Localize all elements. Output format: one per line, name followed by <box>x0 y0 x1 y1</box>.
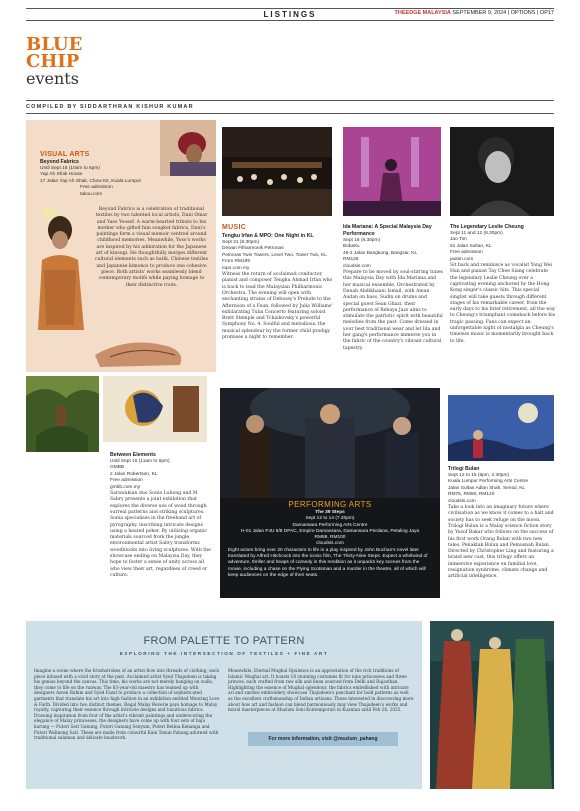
visual-arts-address: 17 Jalan Yap Ah Shak, Chow Kit, Kuala Lumpur <box>40 178 142 184</box>
ida-venue: BobaKL <box>343 244 361 250</box>
visual-arts-info <box>40 159 160 198</box>
leslie-info <box>450 224 556 345</box>
music-price: From RM199 <box>222 259 250 265</box>
performing-body: Eight actors bring over 20 characters to life in a play inspired by John Buchan's novel later translated by Alfred Hitchcock into the iconic film, The Thirty-Nine Steps. Expect a whirlwind of adventure, thriller and heaps of comedy in this rendition as it unpacks key scenes from the movie, including a chase on the Flying Scotsman and a murder in the theatre, all of which will keep audiences on the edge of their seats. <box>228 547 428 578</box>
trilogi-website[interactable]: cloudsis.com <box>448 498 476 504</box>
issue-date-page: SEPTEMBER 9, 2024 | OPTIONS | OP17 <box>452 10 554 16</box>
between-info <box>110 452 212 579</box>
between-website[interactable]: gmbb.com.my <box>110 484 141 490</box>
compiled-rule-bottom <box>26 113 554 114</box>
section-label: LISTINGS <box>263 10 317 19</box>
between-price: Free admission <box>110 478 143 484</box>
ida-body: Prepare to be moved by soul-stirring tunes this Malaysia Day with Ida Mariana and her musical ensemble. Orchestrated by Danah Abdikhaani Ismail, with Aman Audan on bass, Sudin on drums and special guest Sean Ghazi, their performance of Rebaya Jazz aims to stimulate the patriotic spirit with beautiful melodies from the past. Come dressed in your best traditional wear and let Ida and her gang's performance immerse you in the fabric of the country's vibrant cultural tapestry. <box>343 270 443 351</box>
performing-price: RM88, RM100 <box>314 535 346 541</box>
ida-info <box>343 224 443 352</box>
performing-address: H-01 Jalan PJU 8/8 DPAC, Empire Damansara, Damansara Perdana, Petaling Jaya <box>240 528 420 534</box>
music-venue: Dewan Filharmonik Petronas <box>222 246 284 252</box>
palette-col-2: Meanwhile, Eternal Mughal Opulence is an appreciation of the rich traditions of Islamic Mughal art. It boasts 18 stunning costumes fit for nine princesses and three princes, each crafted from raw silk and linen sourced from Delhi and Rajasthan. Highlighting the essence of Mughal splendour, the fabrics embellished with intricate ari and zardosi embroidery showcase Thajudeen's penchant for bold patterns as well as the excellent craftsmanship of Indian artisans. Those interested in discovering more about how art and fashion can blend harmoniously may view Thajudeen's works and mural masterpieces at Muzium Seni Kontemporari in Kuantan until Feb 28, 2025. <box>228 668 414 713</box>
visual-arts-event-title: Beyond Fabrics <box>40 159 79 165</box>
trilogi-event-title: Trilogi Bulan <box>448 466 480 472</box>
palette-photo-garments <box>430 621 554 789</box>
header-rule <box>26 20 554 21</box>
music-photo <box>222 127 332 216</box>
visual-arts-price: Free admission <box>80 185 113 191</box>
between-event-title: Between Elements <box>110 452 156 458</box>
leslie-address: 61 Jalan Sultan, KL <box>450 243 492 249</box>
music-label: MUSIC <box>222 224 247 231</box>
visual-arts-painting <box>30 200 90 370</box>
trilogi-photo <box>448 395 554 461</box>
performing-event-title: The 39 Steps <box>315 510 345 515</box>
ida-website[interactable]: cloudsis.com <box>343 263 371 269</box>
performing-dates: Sept 12 to 14 (7.30pm) <box>305 516 355 522</box>
performing-website[interactable]: cloudsis.com <box>316 541 344 547</box>
ida-price: RM125 <box>343 257 359 263</box>
publication-name: THEEDGE MALAYSIA <box>394 10 451 16</box>
leslie-website[interactable]: jaotim.com <box>450 256 474 262</box>
leslie-photo <box>450 127 554 216</box>
trilogi-address: Jalan Sultan Adlan Shah, Sentul, KL <box>448 485 526 491</box>
leslie-body: Sit back and reminisce as vocalist Yang Wei Han and pianist Tay Chee Siang celebrate the legendary Leslie Cheung over a captivating evening anchored by the Hong Kong singer's classic hits. This special singlist will take guests through different stages of his remarkable career, from the early days to his brief retirement, all the way to Cheung's triumphant comeback before his tragic passing. Fans can expect an unforgettable night of nostalgia as Cheung's timeless music is momentarily brought back to life. <box>450 263 556 344</box>
between-body: Sarawakian duo Sonia Luhong and M Sabry presents a joint exhibition that explores the diverse use of wood through surreal patterns and striking sculptures. Sonia specialises in the freehand art of pyrography, inscribing intricate designs using a heated poker. By utilising organic materials sourced from the jungle, environmental artist Sabry transforms woodblocks into living sculptures. With the showcase ending on Malaysia Day, they hope to foster a sense of unity across all who view their art, regardless of creed or culture. <box>110 491 211 578</box>
ida-dates: Sept 16 (8.30pm) <box>343 238 381 243</box>
trilogi-info <box>448 466 554 581</box>
music-body: Witness the return of acclaimed conductor, pianist and composer Tengku Ahmad Irfan who is back to lead the Malaysian Philharmonic Orchestra. The evening will open with enchanting strains of Debussy's Prelude to the Afternoon of a Faun, followed by Julia Williams' exhilarating Tuba Concerto featuring soloist Brett Stemple and Tchaikovsky's powerful Symphony No. 4. Soulful and melodious, the musical splendour by the former child prodigy promises a night to remember. <box>222 272 333 340</box>
leslie-price: Free admission <box>450 250 483 256</box>
title-line-3: events <box>26 69 79 88</box>
music-website[interactable]: mpo.com.my <box>222 265 250 271</box>
performing-label: PERFORMING ARTS <box>288 500 372 509</box>
performing-venue: Damansara Performing Arts Centre <box>292 522 368 528</box>
music-event-title: Tengku Irfan & MPO: One Night in KL <box>222 233 314 239</box>
leslie-dates: Sept 11 and 12 (8.30pm) <box>450 231 503 236</box>
title-line-1: BLUE <box>26 34 83 55</box>
between-photo-jungle <box>26 376 99 452</box>
performing-info <box>228 510 432 579</box>
visual-arts-label: VISUAL ARTS <box>40 151 90 158</box>
visual-arts-website[interactable]: takou.com <box>80 191 103 197</box>
palette-more-info[interactable]: For more information, visit @muzium_pahang <box>248 732 398 746</box>
between-photo-artwork <box>103 376 207 442</box>
between-venue: GMBB <box>110 465 125 471</box>
visual-arts-painting-hands <box>90 325 190 370</box>
music-info <box>222 233 334 341</box>
music-dates: Sept 21 (8.30pm) <box>222 240 260 245</box>
trilogi-dates: Sept 12 to 15 (8pm, 2.30pm) <box>448 473 510 478</box>
compiled-by: COMPILED BY SIDDARTHRAN KISHUR KUMAR <box>26 104 194 110</box>
music-address: Petronas Twin Towers, Level Two, Tower Two, KL <box>222 252 327 258</box>
publication-info <box>395 10 554 16</box>
page-title <box>26 36 82 87</box>
visual-arts-artist-photo <box>160 120 216 176</box>
ida-address: 45-2 Jalan Bangkung, Bangsar, KL <box>343 250 418 256</box>
visual-arts-dates: Until Sept 16 (10am to 6pm) <box>40 166 100 171</box>
top-rule <box>26 8 554 9</box>
ida-photo <box>343 127 441 216</box>
palette-title: FROM PALETTE TO PATTERN <box>143 635 305 647</box>
trilogi-body: Take a look into an imaginary future where civilisation as we know it comes to a halt and society has to seek refuge on the moon. Trilogi Bulan is a Malay science fiction story by Yusof Bakar who follows on the success of his first work Orang Bulan with two new tales, Penakluk Bulan and Pemusnah Bulan. Directed by Christopher Ling and featuring a brand new cast, this trilogy offers an immersive experience on familial love, resignation syndrome, climate change and artificial intelligence. <box>448 505 554 580</box>
title-line-2: CHIP <box>26 51 80 72</box>
trilogi-price: RM75, RM90, RM120 <box>448 492 495 498</box>
trilogi-venue: Kuala Lumpur Performing Arts Centre <box>448 479 528 485</box>
palette-col-1: Imagine a scene where the brushstrokes of an artist flow into threads of clothing, each piece infused with a vivid story of the past. Acclaimed artist Syed Thajudeen is taking his genius beyond the canvas. This time, his works are not merely hanging on walls; they come to life on the runway. The 83-year-old maestro has teamed up with designers Azren Rahim and Syed Fazal to produce a collection of sophisticated garments that translate his art into high fashion in an exhibition entitled Weaving Love & Faith. Divided into two distinct themes, Regal Malay Reverie pays homage to Malay royalty, capturing their essence through intricate designs and luxurious fabrics. Drawing inspiration from four of the artist's vibrant paintings and underscoring the elegance of Malay princesses, the designers have come up with four sets of baju kurung — Puteri Seri Gunung, Puteri Gunung Senyum, Puteri Betina Kenanga and Puteri Walinong Sari. These are made from colourful Kain Tenun Pahang adorned with traditional sulaman and delicate beadwork. <box>34 668 220 741</box>
visual-arts-venue: Yap Ah Shak House <box>40 172 83 178</box>
palette-heading <box>26 635 422 656</box>
ida-event-title: Ida Mariana: A Special Malaysia Day Performance <box>343 224 432 237</box>
visual-arts-body: Beyond Fabrics is a celebration of traditional textiles by two talented local artists, Dani Omar and Yaso Yoosef. A warm-hearted tribute to his mother who gifted him songket fabrics, Dani's paintings form a visual memoir centred around childhood memories. Meanwhile, Yoso's works are inspired by his admiration for the Japanese art of kinsugi. He thoughtfully merges different cultural elements such as batik, Chinese textiles and Japanese kimonos to produce one cohesive piece. Both artists' works seamlessly blend contemporary motifs while paying homage to their distinctive roots. <box>94 207 208 288</box>
leslie-event-title: The Legendary Leslie Cheung <box>450 224 524 230</box>
compiled-rule <box>26 100 554 101</box>
leslie-venue: Jao Tim <box>450 237 467 243</box>
between-address: 2 Jalan Robertson, KL <box>110 471 158 477</box>
between-dates: Until Sept 16 (11am to 6pm) <box>110 459 170 464</box>
palette-subtitle: EXPLORING THE INTERSECTION OF TEXTILES + FINE ART <box>119 651 329 656</box>
